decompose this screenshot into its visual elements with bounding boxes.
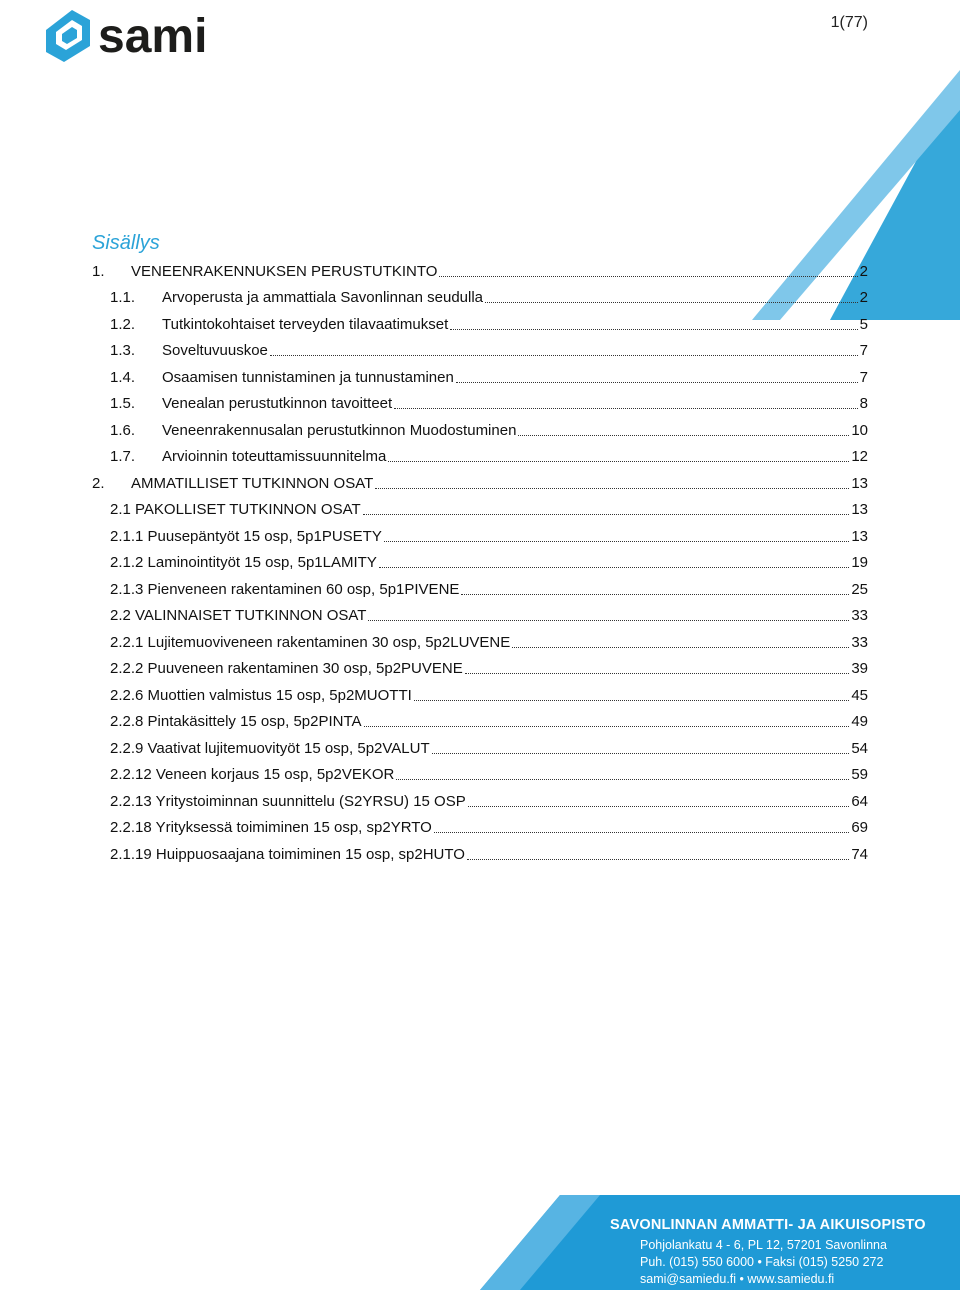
toc-entry-label: 2.2.1 Lujitemuoviveneen rakentaminen 30 osp, 5p2LUVENE — [110, 633, 511, 651]
toc-entry-number: 1. — [92, 262, 105, 280]
toc-entry-page: 13 — [851, 501, 868, 519]
footer-address: Pohjolankatu 4 - 6, PL 12, 57201 Savonlinna — [640, 1238, 887, 1252]
toc-entry-number: 1.2. — [110, 315, 136, 333]
toc-entry[interactable] — [92, 364, 868, 391]
sami-logo — [42, 6, 252, 64]
toc-entry-label: 2.2.9 Vaativat lujitemuovityöt 15 osp, 5p2VALUT — [110, 739, 430, 757]
toc-entry[interactable] — [92, 338, 868, 365]
toc-entry[interactable] — [92, 815, 868, 842]
toc-entry-page: 25 — [851, 580, 868, 598]
toc-entry-label: Soveltuvuuskoe — [162, 342, 268, 360]
toc-dot-leader — [461, 593, 849, 595]
toc-dot-leader — [439, 275, 857, 277]
toc-entry[interactable] — [92, 285, 868, 312]
toc-entry[interactable] — [92, 391, 868, 418]
toc-entry-label: AMMATILLISET TUTKINNON OSAT — [131, 474, 374, 492]
toc-entry-label: 2.1 PAKOLLISET TUTKINNON OSAT — [110, 501, 361, 519]
toc-entry-label: 2.2.12 Veneen korjaus 15 osp, 5p2VEKOR — [110, 766, 395, 784]
toc-entry-label: VENEENRAKENNUKSEN PERUSTUTKINTO — [131, 262, 438, 280]
toc-dot-leader — [270, 354, 858, 356]
toc-dot-leader — [485, 301, 858, 303]
toc-entry-number: 1.5. — [110, 395, 136, 413]
toc-entry-number: 1.1. — [110, 289, 136, 307]
toc-entry-page: 13 — [851, 527, 868, 545]
toc-entry-label: 2.1.3 Pienveneen rakentaminen 60 osp, 5p1PIVENE — [110, 580, 460, 598]
toc-entry[interactable] — [92, 735, 868, 762]
toc-entry[interactable] — [92, 576, 868, 603]
toc-dot-leader — [375, 487, 849, 489]
toc-entry[interactable] — [92, 444, 868, 471]
toc-entry-page: 5 — [859, 315, 868, 333]
toc-dot-leader — [467, 858, 849, 860]
toc-entry[interactable] — [92, 470, 868, 497]
toc-dot-leader — [450, 328, 857, 330]
toc-entry-number: 1.7. — [110, 448, 136, 466]
toc-entry-label: 2.1.1 Puusepäntyöt 15 osp, 5p1PUSETY — [110, 527, 382, 545]
toc-entry[interactable] — [92, 762, 868, 789]
toc-entry-page: 19 — [851, 554, 868, 572]
logo-emblem-icon — [46, 10, 90, 62]
toc-entry-number: 2. — [92, 474, 105, 492]
toc-entry-label: Venealan perustutkinnon tavoitteet — [162, 395, 393, 413]
toc-dot-leader — [363, 513, 850, 515]
logo-wordmark: sami — [98, 10, 208, 63]
toc-dot-leader — [384, 540, 849, 542]
toc-entry[interactable] — [92, 603, 868, 630]
toc-dot-leader — [468, 805, 850, 807]
toc-entry-label: Arvioinnin toteuttamissuunnitelma — [162, 448, 387, 466]
toc-entry-page: 45 — [851, 686, 868, 704]
toc-entry[interactable] — [92, 311, 868, 338]
toc-entry-page: 7 — [859, 342, 868, 360]
toc-dot-leader — [368, 619, 849, 621]
toc-entry[interactable] — [92, 417, 868, 444]
toc-entry[interactable] — [92, 682, 868, 709]
toc-entry[interactable] — [92, 788, 868, 815]
toc-entry[interactable] — [92, 629, 868, 656]
toc-entry-label: Tutkintokohtaiset terveyden tilavaatimukset — [162, 315, 449, 333]
toc-title: Sisällys — [92, 232, 160, 254]
toc-entry-number: 1.3. — [110, 342, 136, 360]
toc-entry-page: 12 — [851, 448, 868, 466]
footer-institution: SAVONLINNAN AMMATTI- JA AIKUISOPISTO — [610, 1217, 926, 1233]
toc-entry-page: 2 — [859, 262, 868, 280]
toc-entry[interactable] — [92, 523, 868, 550]
toc-entry-number: 1.4. — [110, 368, 136, 386]
toc-entry-label: Osaamisen tunnistaminen ja tunnustaminen — [162, 368, 454, 386]
toc-entry-label: 2.2.13 Yritystoiminnan suunnittelu (S2YRSU) 15 OSP — [110, 792, 466, 810]
toc-entry-page: 2 — [859, 289, 868, 307]
toc-dot-leader — [379, 566, 849, 568]
toc-entry-page: 54 — [851, 739, 868, 757]
toc-entry-page: 13 — [851, 474, 868, 492]
toc-dot-leader — [394, 407, 857, 409]
toc-entry-page: 59 — [851, 766, 868, 784]
toc-dot-leader — [432, 752, 850, 754]
toc-dot-leader — [414, 699, 850, 701]
toc-entry[interactable] — [92, 258, 868, 285]
toc-entry[interactable] — [92, 550, 868, 577]
toc-entry-page: 10 — [851, 421, 868, 439]
toc-dot-leader — [456, 381, 858, 383]
toc-dot-leader — [396, 778, 849, 780]
toc-entry-number: 1.6. — [110, 421, 136, 439]
footer-web: sami@samiedu.fi • www.samiedu.fi — [640, 1272, 835, 1286]
toc-entry-label: 2.2.2 Puuveneen rakentaminen 30 osp, 5p2PUVENE — [110, 660, 463, 678]
toc-entry-page: 39 — [851, 660, 868, 678]
toc-dot-leader — [512, 646, 849, 648]
toc-dot-leader — [465, 672, 850, 674]
toc-entry-page: 74 — [851, 845, 868, 863]
toc-entry-label: Arvoperusta ja ammattiala Savonlinnan seudulla — [162, 289, 484, 307]
toc-entry[interactable] — [92, 709, 868, 736]
table-of-contents — [92, 258, 868, 868]
toc-entry-label: 2.2.18 Yrityksessä toimiminen 15 osp, sp2YRTO — [110, 819, 432, 837]
footer-contact — [0, 1195, 960, 1290]
page-number: 1(77) — [830, 14, 868, 31]
toc-dot-leader — [434, 831, 849, 833]
toc-entry-page: 64 — [851, 792, 868, 810]
toc-entry-page: 8 — [859, 395, 868, 413]
toc-entry[interactable] — [92, 841, 868, 868]
toc-entry-page: 69 — [851, 819, 868, 837]
toc-entry-label: 2.2.6 Muottien valmistus 15 osp, 5p2MUOTTI — [110, 686, 412, 704]
footer-phone: Puh. (015) 550 6000 • Faksi (015) 5250 272 — [640, 1255, 884, 1269]
toc-entry-label: 2.1.2 Laminointityöt 15 osp, 5p1LAMITY — [110, 554, 377, 572]
toc-entry[interactable] — [92, 497, 868, 524]
toc-entry-label: 2.2 VALINNAISET TUTKINNON OSAT — [110, 607, 367, 625]
toc-entry-page: 33 — [851, 607, 868, 625]
toc-entry[interactable] — [92, 656, 868, 683]
toc-entry-label: Veneenrakennusalan perustutkinnon Muodostuminen — [162, 421, 517, 439]
toc-entry-page: 7 — [859, 368, 868, 386]
toc-entry-page: 33 — [851, 633, 868, 651]
toc-entry-page: 49 — [851, 713, 868, 731]
toc-entry-label: 2.2.8 Pintakäsittely 15 osp, 5p2PINTA — [110, 713, 362, 731]
toc-dot-leader — [518, 434, 849, 436]
toc-dot-leader — [364, 725, 850, 727]
toc-entry-label: 2.1.19 Huippuosaajana toimiminen 15 osp, sp2HUTO — [110, 845, 465, 863]
toc-dot-leader — [388, 460, 849, 462]
